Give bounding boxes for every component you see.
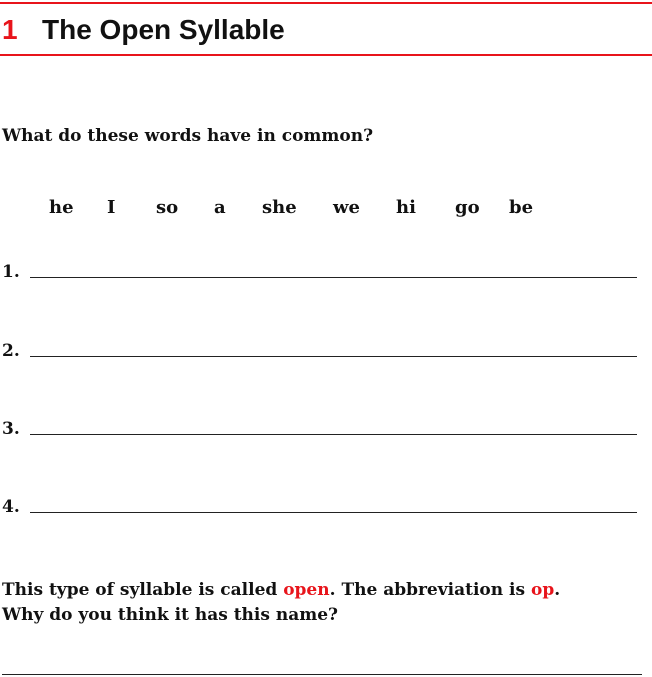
statement-text: . The abbreviation is: [329, 580, 531, 600]
answer-line[interactable]: [30, 277, 637, 278]
example-word: be: [509, 197, 534, 218]
answer-line[interactable]: [30, 512, 637, 513]
example-word: we: [333, 197, 360, 218]
term-open: open: [283, 580, 330, 600]
example-word: so: [156, 197, 179, 218]
answer-number: 3.: [2, 419, 20, 439]
question-text: What do these words have in common?: [2, 126, 374, 146]
lesson-title: The Open Syllable: [42, 14, 285, 45]
statement-line-2: Why do you think it has this name?: [2, 605, 339, 625]
answer-number: 4.: [2, 497, 20, 517]
example-word: hi: [396, 197, 416, 218]
example-word: go: [455, 197, 480, 218]
syllable-statement: [2, 578, 642, 628]
answer-number: 1.: [2, 262, 20, 282]
answer-line[interactable]: [30, 356, 637, 357]
statement-text: .: [554, 580, 561, 600]
title-bar: [0, 2, 652, 56]
answer-number: 2.: [2, 341, 20, 361]
example-word: I: [107, 197, 116, 218]
example-word: a: [214, 197, 226, 218]
statement-text: This type of syllable is called: [2, 580, 284, 600]
answer-line-final[interactable]: [2, 674, 642, 675]
example-word: she: [262, 197, 297, 218]
lesson-number: 1: [2, 14, 18, 45]
answer-line[interactable]: [30, 434, 637, 435]
example-word: he: [49, 197, 74, 218]
abbreviation-op: op: [530, 580, 555, 600]
statement-line-1: [2, 578, 642, 603]
